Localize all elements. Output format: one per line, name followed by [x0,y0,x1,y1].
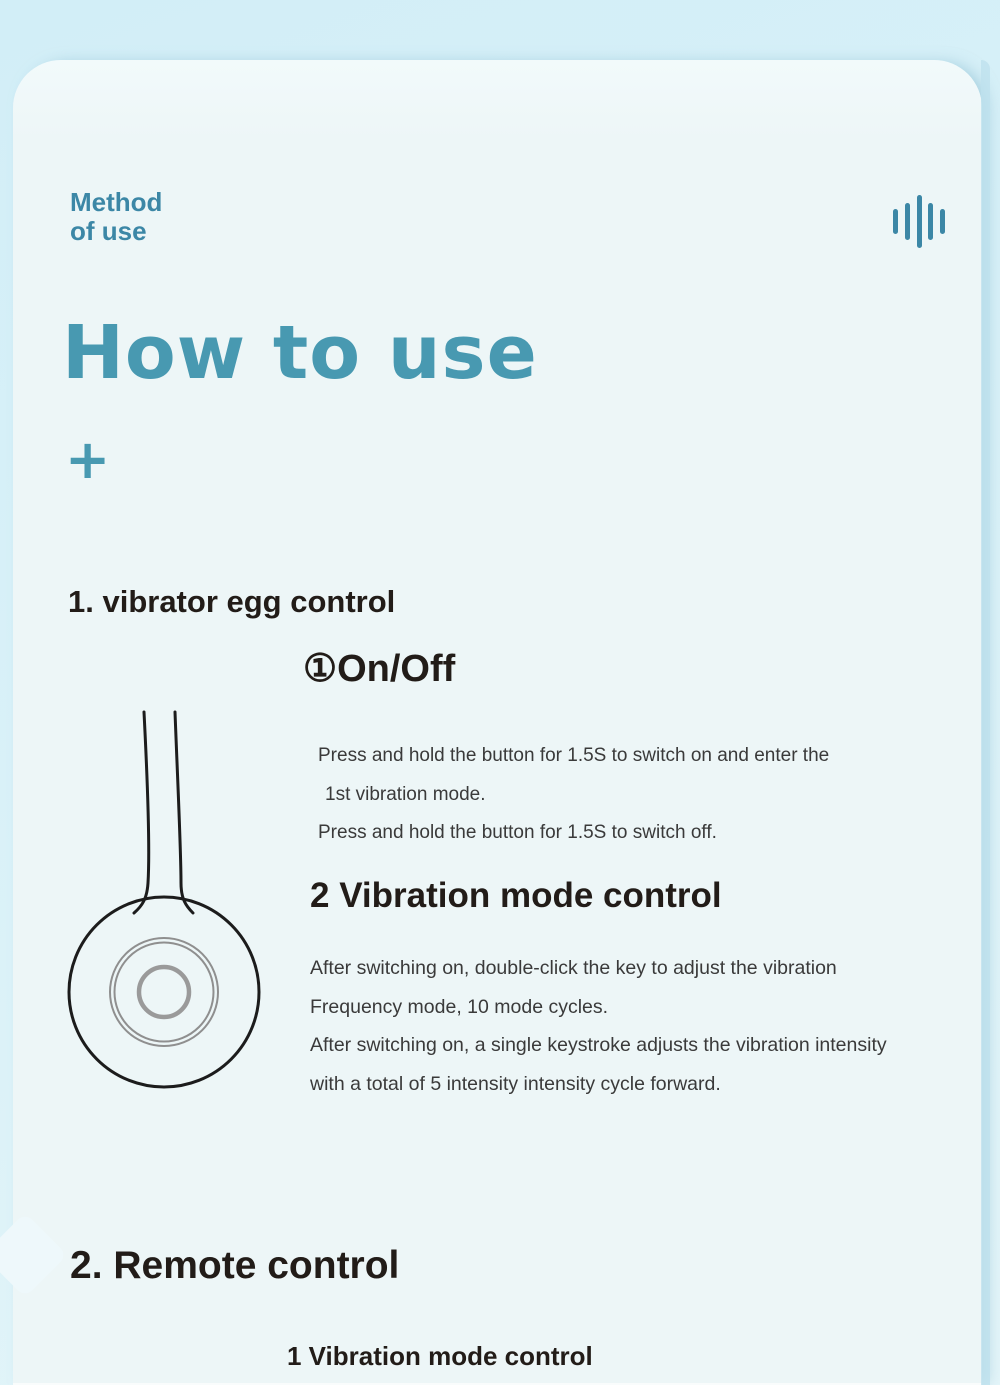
vibration-wave-icon [893,193,945,249]
subheading-remote-vibration-mode: 1 Vibration mode control [287,1341,593,1371]
on-off-instructions [318,737,829,853]
card-edge-shadow [981,60,990,1385]
left-edge-notch-decoration [0,1213,67,1298]
instruction-card [13,60,982,1385]
section-heading-egg-control: 1. vibrator egg control [68,584,396,619]
instruction-line: Press and hold the button for 1.5S to switch on and enter the [318,745,830,766]
subheading-on-off: ①On/Off [303,648,456,690]
section-heading-remote-control: 2. Remote control [70,1244,400,1287]
method-of-use-line1: Method [70,187,163,217]
method-of-use-label [70,188,162,246]
subheading-vibration-mode: 2 Vibration mode control [310,876,722,915]
vibrator-egg-illustration [52,700,282,1170]
instruction-line: Press and hold the button for 1.5S to switch off. [318,822,717,843]
instruction-line: After switching on, a single keystroke adjusts the vibration intensity [310,1034,887,1056]
instruction-line: 1st vibration mode. [325,783,486,805]
instruction-line: Frequency mode, 10 mode cycles. [310,995,609,1018]
instruction-line: After switching on, double-click the key to adjust the vibration [310,957,837,979]
instruction-line: with a total of 5 intensity intensity cycle forward. [310,1072,721,1095]
page-title: How to use [62,310,538,396]
method-of-use-line2: of use [70,216,147,246]
plus-mark-decoration: + [65,428,111,491]
vibration-mode-instructions [310,949,887,1103]
